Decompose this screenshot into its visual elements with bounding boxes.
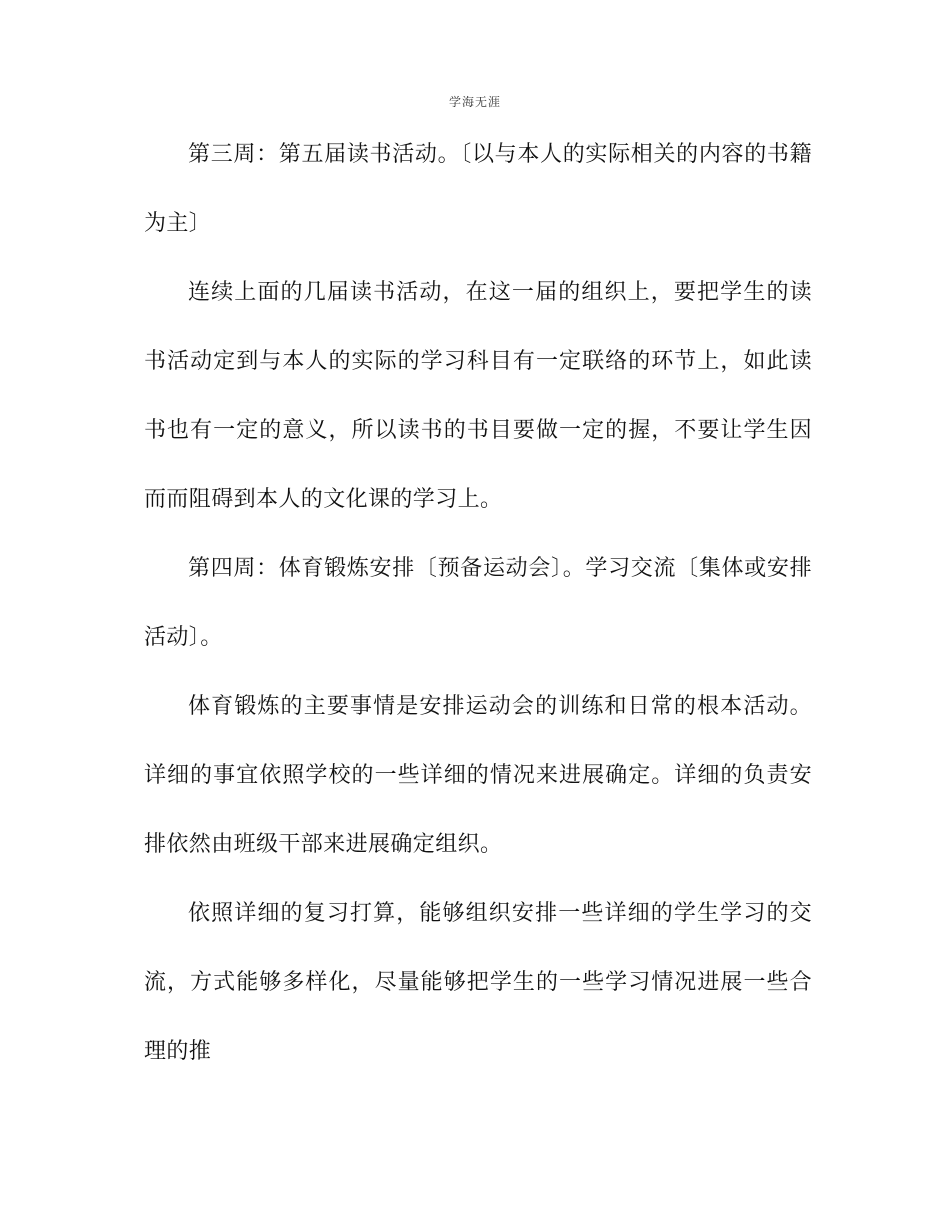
paragraph-week4-title: 第四周：体育锻炼安排〔预备运动会〕。学习交流〔集体或安排活动〕。 bbox=[144, 556, 812, 650]
paragraph-week3-body: 连续上面的几届读书活动，在这一届的组织上，要把学生的读书活动定到与本人的实际的学习科目有一定联络的环节上，如此读书也有一定的意义，所以读书的书目要做一定的握，不要让学生因而而阻碍到本人的文化课的学习上。 bbox=[144, 280, 812, 512]
page-header: 学海无涯 bbox=[448, 95, 501, 109]
document-body bbox=[144, 120, 812, 1086]
paragraph-week4-exchange: 依照详细的复习打算，能够组织安排一些详细的学生学习的交流，方式能够多样化，尽量能够把学生的一些学习情况进展一些合理的推 bbox=[144, 901, 812, 1064]
paragraph-week3-title: 第三周：第五届读书活动。〔以与本人的实际相关的内容的书籍为主〕 bbox=[144, 142, 812, 236]
paragraph-week4-sports: 体育锻炼的主要事情是安排运动会的训练和日常的根本活动。详细的事宜依照学校的一些详细的情况来进展确定。详细的负责安排依然由班级干部来进展确定组织。 bbox=[144, 694, 812, 857]
